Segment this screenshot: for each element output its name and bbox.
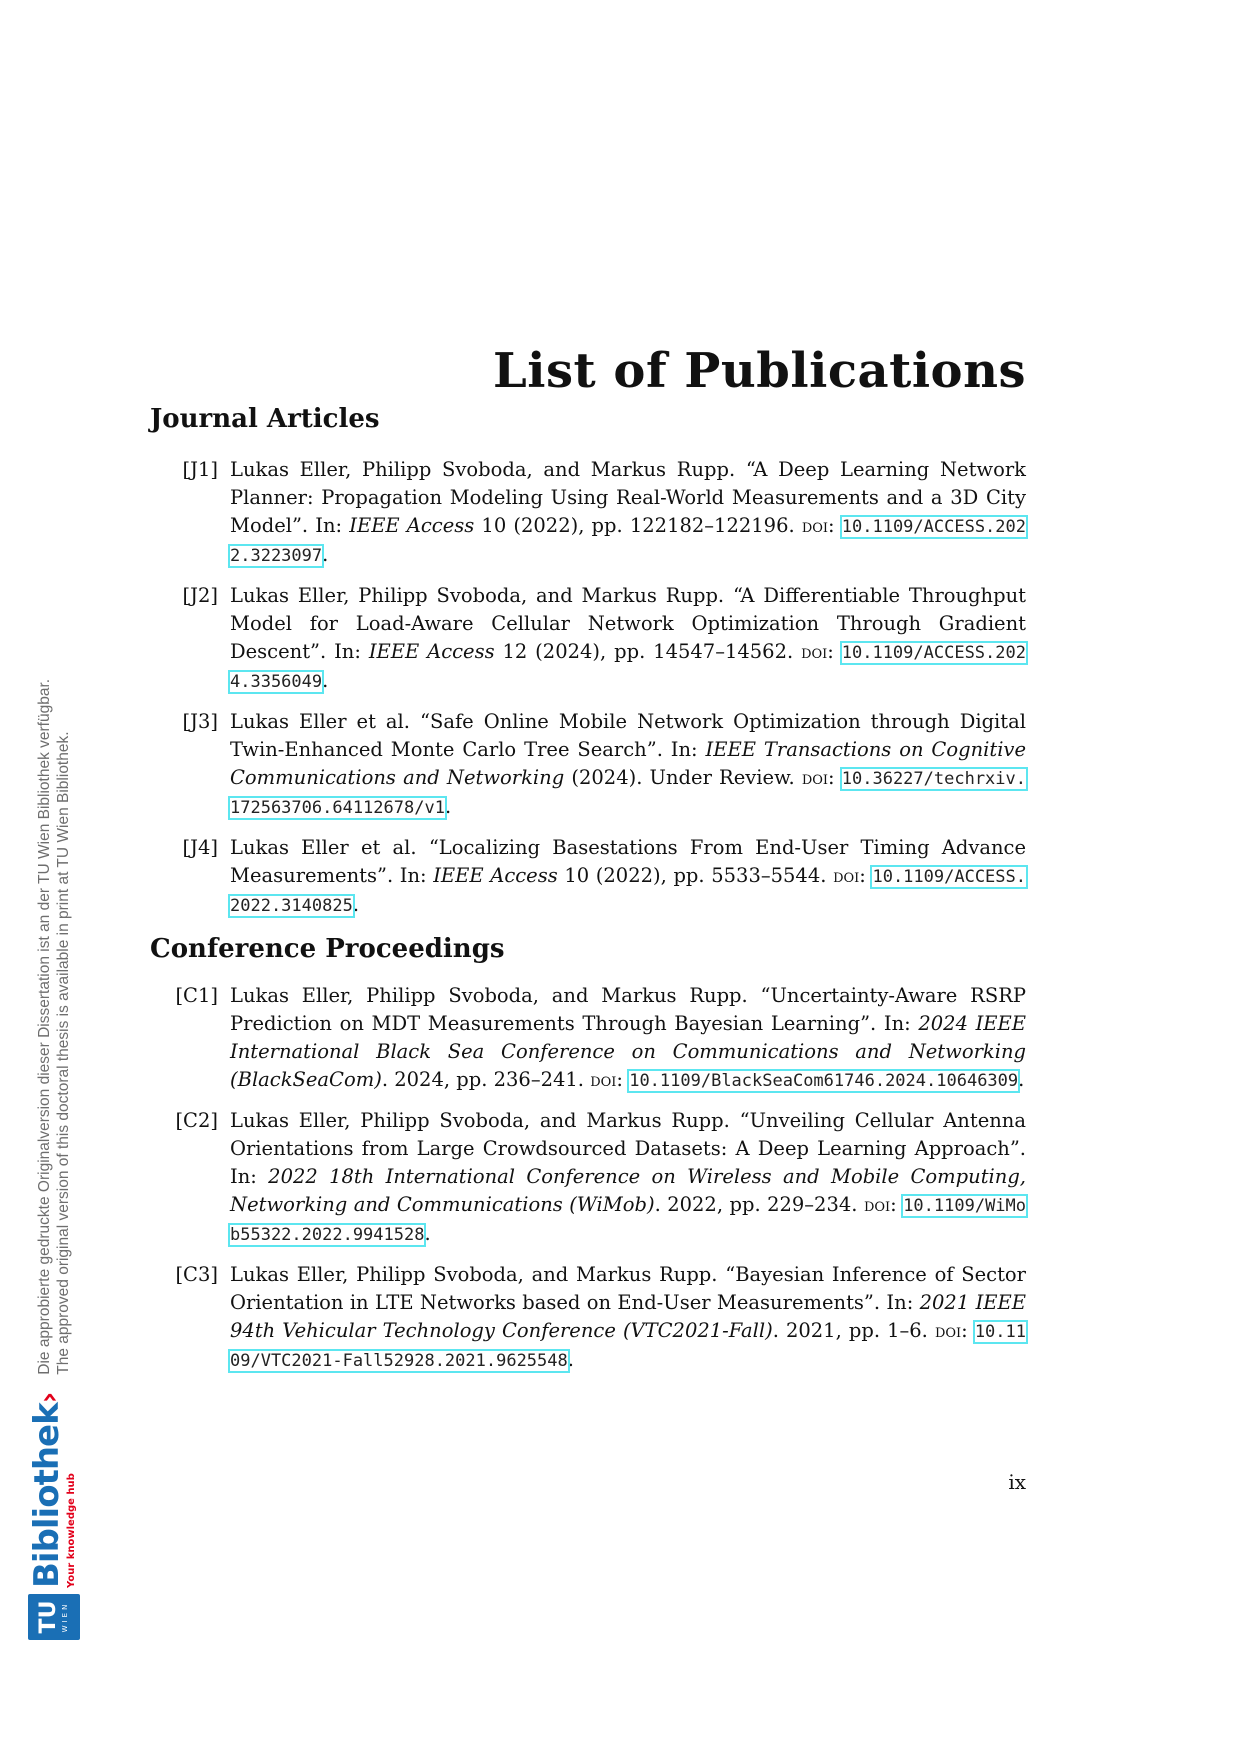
doi-separator: :: [859, 864, 873, 887]
entry-citation: [230, 1107, 1026, 1249]
logo-wien-text: WIEN: [61, 1601, 69, 1633]
entry-label: [C3]: [175, 1263, 218, 1286]
entry-venue: IEEE Transactions on Cognitive Communications and Networking: [230, 738, 1026, 789]
entry-text-pre: Lukas Eller et al. “Safe Online Mobile Network Optimization through Digital Twin-Enhanced Monte Carlo Tree Search”. In:: [230, 710, 1026, 761]
page-title: List of Publications: [493, 343, 1026, 399]
doi-label: doi: [801, 516, 829, 537]
tu-bibliothek-logo: [26, 1393, 82, 1640]
section-heading-journal-articles: Journal Articles: [150, 404, 380, 434]
entry-end-punctuation: .: [444, 795, 452, 818]
doi-link[interactable]: 10.1109/VTC2021-Fall52928.2021.9625548: [230, 1322, 1026, 1371]
watermark-english: The approved original version of this doctoral thesis is available in print at TU Wien Bibliothek.: [55, 731, 72, 1375]
doi-label: doi: [934, 1321, 962, 1342]
bibliography-entry: [150, 582, 1026, 696]
entry-label: [C2]: [175, 1109, 218, 1132]
doi-separator: :: [961, 1319, 975, 1342]
entry-citation: [230, 582, 1026, 696]
doi-link[interactable]: 10.1109/WiMob55322.2022.9941528: [230, 1196, 1027, 1245]
entry-end-punctuation: .: [1018, 1068, 1025, 1091]
journal-articles-list: [150, 456, 1026, 920]
doi-link[interactable]: 10.1109/ACCESS.2024.3356049: [230, 643, 1026, 692]
sidebar-watermark-strip: [24, 520, 84, 1640]
entry-text-pre: Lukas Eller, Philipp Svoboda, and Markus Rupp. “A Differentiable Throughput Model for Load-Aware Cellular Network Optimization Through Gradient Descent”. In:: [230, 584, 1026, 663]
entry-citation: [230, 834, 1026, 920]
watermark-text: [35, 679, 73, 1375]
doi-link[interactable]: 10.36227/techrxiv.172563706.64112678/v1: [230, 769, 1026, 818]
entry-text-pre: Lukas Eller, Philipp Svoboda, and Markus Rupp. “A Deep Learning Network Planner: Propagation Modeling Using Real-World Measurements and a 3D City Model”. In:: [230, 458, 1026, 537]
doi-label: doi: [590, 1070, 617, 1091]
doi-link[interactable]: 10.1109/ACCESS.2022.3140825: [230, 867, 1026, 916]
doi-separator: :: [828, 514, 842, 537]
entry-citation: [230, 1261, 1026, 1375]
doi-link[interactable]: 10.1109/ACCESS.2022.3223097: [230, 517, 1026, 566]
doi-separator: :: [616, 1068, 630, 1091]
entry-label: [C1]: [175, 984, 218, 1007]
chevron-right-icon: ›: [32, 1392, 65, 1404]
entry-label: [J3]: [182, 710, 218, 733]
page-number: ix: [1008, 1470, 1026, 1494]
entry-text-pre: Lukas Eller, Philipp Svoboda, and Markus Rupp. “Unveiling Cellular Antenna Orientations from Large Crowdsourced Datasets: A Deep Learning Approach”. In:: [230, 1109, 1026, 1188]
doi-separator: :: [890, 1193, 904, 1216]
entry-end-punctuation: .: [424, 1222, 431, 1245]
logo-word-text: Bibliothek: [27, 1403, 67, 1588]
entry-text-post: . 2021, pp. 1–6.: [772, 1319, 935, 1342]
entry-citation: [230, 982, 1026, 1095]
doi-label: doi: [801, 642, 828, 663]
entry-venue: 2022 18th International Conference on Wireless and Mobile Computing, Networking and Communications (WiMob): [230, 1165, 1027, 1216]
main-content: [150, 340, 1026, 1387]
bibliography-entry: [150, 456, 1026, 570]
doi-separator: :: [827, 640, 842, 663]
entry-text-post: 10 (2022), pp. 5533–5544.: [557, 864, 834, 887]
doi-separator: :: [828, 766, 842, 789]
entry-text-post: 10 (2022), pp. 122182–122196.: [474, 514, 802, 537]
entry-end-punctuation: .: [352, 893, 360, 916]
entry-text-post: 12 (2024), pp. 14547–14562.: [494, 640, 802, 663]
entry-label: [J2]: [182, 584, 218, 607]
logo-wordmark: [27, 1392, 78, 1588]
entry-venue: IEEE Access: [433, 864, 558, 887]
bibliography-entry: [150, 708, 1026, 822]
entry-end-punctuation: .: [322, 543, 329, 566]
entry-label: [J4]: [182, 836, 218, 859]
entry-venue: IEEE Access: [349, 514, 475, 537]
entry-venue: 2021 IEEE 94th Vehicular Technology Conference (VTC2021-Fall): [230, 1291, 1026, 1342]
entry-text-post: (2024). Under Review.: [564, 766, 802, 789]
tu-wien-logo-icon: [28, 1594, 80, 1640]
bibliography-entry: [150, 1107, 1026, 1249]
logo-word: [27, 1392, 67, 1588]
entry-end-punctuation: .: [567, 1348, 574, 1371]
doi-label: doi: [833, 866, 860, 887]
bibliography-entry: [150, 982, 1026, 1095]
bibliography-entry: [150, 834, 1026, 920]
sidebar-rotated-content: [24, 520, 84, 1640]
entry-text-pre: Lukas Eller, Philipp Svoboda, and Markus Rupp. “Bayesian Inference of Sector Orientation in LTE Networks based on End-User Measurements”. In:: [230, 1263, 1026, 1314]
entry-label: [J1]: [182, 458, 218, 481]
entry-citation: [230, 456, 1026, 570]
entry-text-pre: Lukas Eller et al. “Localizing Basestations From End-User Timing Advance Measurements”. In:: [230, 836, 1026, 887]
entry-venue: IEEE Access: [368, 640, 495, 663]
logo-tagline: Your knowledge hub: [66, 1473, 77, 1588]
section-heading-conference-proceedings: Conference Proceedings: [150, 934, 505, 964]
doi-label: doi: [801, 768, 829, 789]
doi-label: doi: [863, 1195, 891, 1216]
entry-end-punctuation: .: [322, 669, 329, 692]
entry-citation: [230, 708, 1026, 822]
doi-link[interactable]: 10.1109/BlackSeaCom61746.2024.10646309: [629, 1071, 1019, 1091]
conference-proceedings-list: [150, 982, 1026, 1375]
entry-text-post: . 2022, pp. 229–234.: [654, 1193, 864, 1216]
watermark-german: Die approbierte gedruckte Originalversion dieser Dissertation ist an der TU Wien Bibliothek verfügbar.: [36, 678, 53, 1375]
logo-tu-text: TU: [36, 1600, 61, 1634]
entry-text-post: . 2024, pp. 236–241.: [381, 1068, 591, 1091]
bibliography-entry: [150, 1261, 1026, 1375]
entry-venue: 2024 IEEE International Black Sea Conference on Communications and Networking (BlackSeaCom): [230, 1012, 1027, 1091]
entry-text-pre: Lukas Eller, Philipp Svoboda, and Markus Rupp. “Uncertainty-Aware RSRP Prediction on MDT Measurements Through Bayesian Learning”. In:: [230, 984, 1026, 1035]
